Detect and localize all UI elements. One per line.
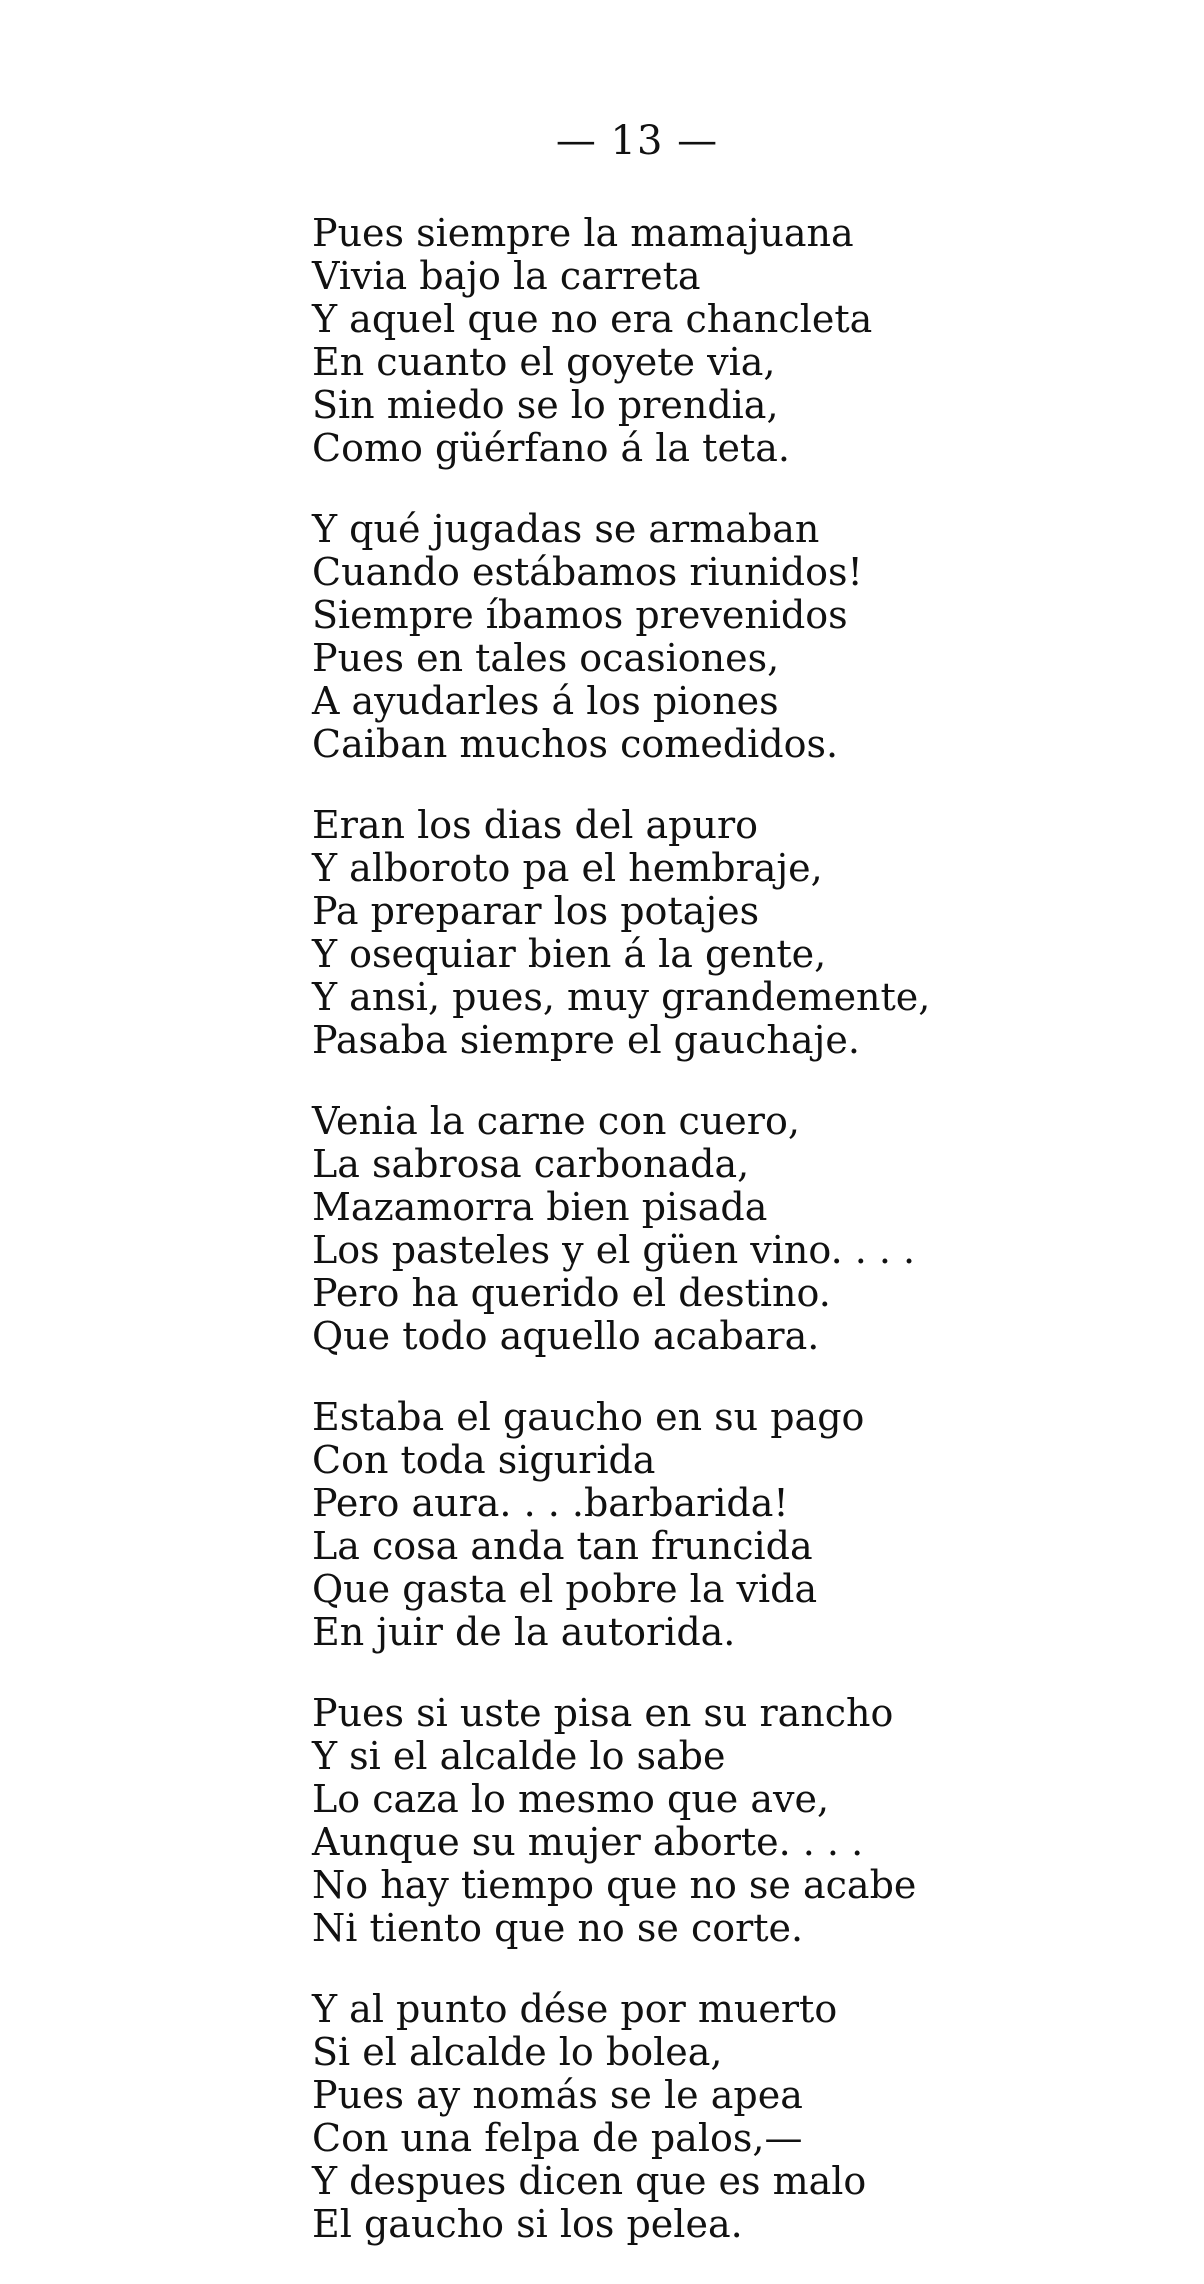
poem-line: Ni tiento que no se corte. — [312, 1906, 804, 1950]
poem-line: Aunque su mujer aborte. . . . — [312, 1820, 864, 1864]
poem-line: Pero ha querido el destino. — [312, 1271, 831, 1315]
poem-line: Pues si uste pisa en su rancho — [312, 1691, 894, 1735]
poem-line: Y ansi, pues, muy grandemente, — [312, 975, 931, 1019]
poem-line: En cuanto el goyete via, — [312, 340, 776, 384]
poem-line: La cosa anda tan fruncida — [312, 1524, 813, 1568]
poem-line: Como güérfano á la teta. — [312, 426, 790, 470]
poem-line: Venia la carne con cuero, — [312, 1099, 800, 1143]
stanza-4 — [312, 1100, 1172, 1358]
poem-line: Si el alcalde lo bolea, — [312, 2030, 723, 2074]
poem — [312, 212, 1172, 2284]
poem-line: Pa preparar los potajes — [312, 889, 760, 933]
poem-line: Los pasteles y el güen vino. . . . — [312, 1228, 916, 1272]
stanza-2 — [312, 508, 1172, 766]
poem-line: Y qué jugadas se armaban — [312, 507, 820, 551]
poem-line: Caiban muchos comedidos. — [312, 722, 839, 766]
stanza-7 — [312, 1988, 1172, 2246]
poem-line: Cuando estábamos riunidos! — [312, 550, 863, 594]
poem-line: Pues en tales ocasiones, — [312, 636, 780, 680]
poem-line: Con toda sigurida — [312, 1438, 656, 1482]
stanza-6 — [312, 1692, 1172, 1950]
poem-line: Lo caza lo mesmo que ave, — [312, 1777, 830, 1821]
poem-line: Vivia bajo la carreta — [312, 254, 701, 298]
poem-line: A ayudarles á los piones — [312, 679, 779, 723]
poem-line: Siempre íbamos prevenidos — [312, 593, 848, 637]
poem-line: Que todo aquello acabara. — [312, 1314, 820, 1358]
stanza-5 — [312, 1396, 1172, 1654]
poem-line: En juir de la autorida. — [312, 1610, 736, 1654]
poem-line: Y despues dicen que es malo — [312, 2159, 867, 2203]
poem-line: Con una felpa de palos,— — [312, 2116, 803, 2160]
poem-line: Que gasta el pobre la vida — [312, 1567, 818, 1611]
poem-line: Y al punto dése por muerto — [312, 1987, 838, 2031]
poem-line: Pues ay nomás se le apea — [312, 2073, 803, 2117]
poem-line: Mazamorra bien pisada — [312, 1185, 768, 1229]
poem-line: Sin miedo se lo prendia, — [312, 383, 779, 427]
poem-line: Pasaba siempre el gauchaje. — [312, 1018, 860, 1062]
poem-line: Estaba el gaucho en su pago — [312, 1395, 865, 1439]
stanza-3 — [312, 804, 1172, 1062]
poem-line: Y osequiar bien á la gente, — [312, 932, 827, 976]
poem-line: Y aquel que no era chancleta — [312, 297, 873, 341]
poem-line: Eran los dias del apuro — [312, 803, 758, 847]
poem-line: Y alboroto pa el hembraje, — [312, 846, 823, 890]
poem-line: Pues siempre la mamajuana — [312, 211, 854, 255]
poem-line: El gaucho si los pelea. — [312, 2202, 743, 2246]
poem-line: La sabrosa carbonada, — [312, 1142, 750, 1186]
poem-line: Y si el alcalde lo sabe — [312, 1734, 726, 1778]
stanza-1 — [312, 212, 1172, 470]
page-number: — 13 — — [555, 118, 719, 164]
poem-line: No hay tiempo que no se acabe — [312, 1863, 917, 1907]
poem-line: Pero aura. . . .barbarida! — [312, 1481, 789, 1525]
